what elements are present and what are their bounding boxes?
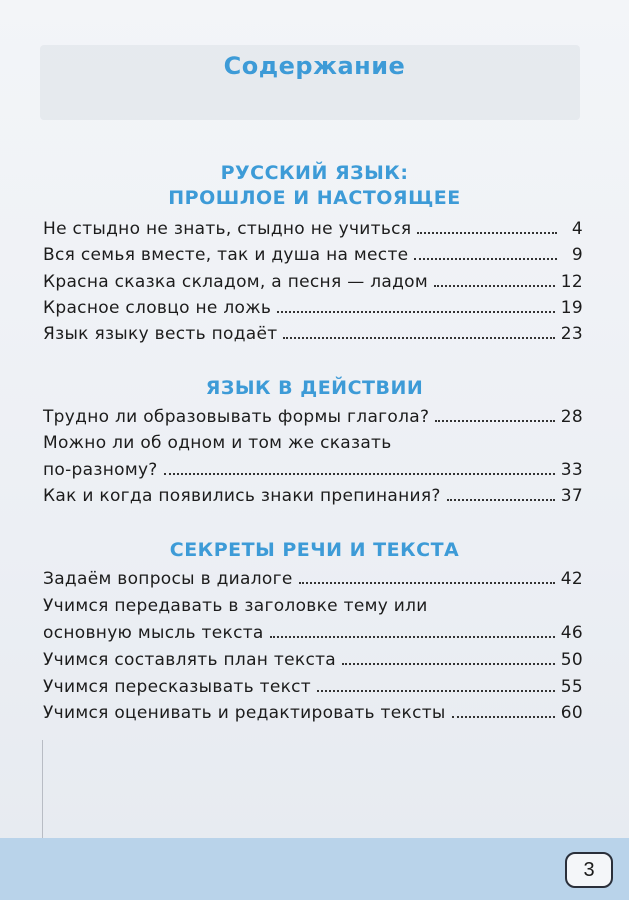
toc-entry-page: 37 xyxy=(560,486,583,506)
section-heading-2: ЯЗЫК В ДЕЙСТВИИ xyxy=(205,377,424,399)
toc-entry[interactable] xyxy=(43,406,583,427)
toc-entry[interactable] xyxy=(43,323,583,344)
toc-entry[interactable] xyxy=(43,297,583,318)
dot-leader xyxy=(417,218,557,234)
toc-entry-label-line-1[interactable]: Можно ли об одном и том же сказать xyxy=(43,433,392,453)
dot-leader xyxy=(434,271,555,287)
dot-leader xyxy=(317,676,555,692)
dot-leader xyxy=(342,649,555,665)
toc-entry-page: 55 xyxy=(560,677,583,697)
toc-entry-page: 46 xyxy=(560,623,583,643)
toc-entry-page: 12 xyxy=(560,272,583,292)
toc-entry-label: Учимся оценивать и редактировать тексты xyxy=(43,703,446,723)
dot-leader xyxy=(299,568,555,584)
toc-entry-label: Вся семья вместе, так и душа на месте xyxy=(43,245,409,265)
toc-entry-label: Красна сказка складом, а песня — ладом xyxy=(43,272,428,292)
toc-entry[interactable] xyxy=(43,622,583,643)
toc-entry-label-line-1[interactable]: Учимся передавать в заголовке тему или xyxy=(43,596,428,616)
toc-entry[interactable] xyxy=(43,702,583,723)
section-heading-1-line-1: РУССКИЙ ЯЗЫК: xyxy=(220,162,409,184)
dot-leader xyxy=(452,702,555,718)
toc-entry[interactable] xyxy=(43,244,583,265)
toc-entry-label: основную мысль текста xyxy=(43,623,264,643)
section-heading-3: СЕКРЕТЫ РЕЧИ И ТЕКСТА xyxy=(169,539,460,561)
toc-entry[interactable] xyxy=(43,649,583,670)
dot-leader xyxy=(270,622,555,638)
toc-entry-label: Как и когда появились знаки препинания? xyxy=(43,486,441,506)
toc-entry[interactable] xyxy=(43,568,583,589)
toc-entry[interactable] xyxy=(43,459,583,480)
section-heading-1-line-2: ПРОШЛОЕ И НАСТОЯЩЕЕ xyxy=(168,187,461,209)
toc-entry-label: Язык языку весть подаёт xyxy=(43,324,278,344)
dot-leader xyxy=(414,244,557,260)
toc-entry-label: Учимся пересказывать текст xyxy=(43,677,312,697)
toc-entry-page: 4 xyxy=(571,219,583,239)
page-number: 3 xyxy=(565,852,613,888)
toc-entry[interactable] xyxy=(43,676,583,697)
toc-entry-label: Трудно ли образовывать формы глагола? xyxy=(43,407,430,427)
toc-entry-page: 23 xyxy=(560,324,583,344)
toc-entry-page: 60 xyxy=(560,703,583,723)
toc-entry[interactable] xyxy=(43,218,583,239)
footer-band xyxy=(0,838,629,900)
dot-leader xyxy=(283,323,554,339)
toc-entry-page: 9 xyxy=(571,245,583,265)
toc-entry-page: 19 xyxy=(560,298,583,318)
toc-entry[interactable] xyxy=(43,485,583,506)
dot-leader xyxy=(447,485,555,501)
toc-entry-label: Задаём вопросы в диалоге xyxy=(43,569,293,589)
toc-entry-page: 42 xyxy=(560,569,583,589)
toc-entry-label: Красное словцо не ложь xyxy=(43,298,272,318)
dot-leader xyxy=(435,406,554,422)
toc-entry-page: 50 xyxy=(560,650,583,670)
dot-leader xyxy=(277,297,555,313)
toc-entry-page: 28 xyxy=(560,407,583,427)
page-title: Содержание xyxy=(223,52,406,80)
toc-entry-page: 33 xyxy=(560,460,583,480)
toc-entry-label: по-разному? xyxy=(43,460,158,480)
dot-leader xyxy=(164,459,555,475)
toc-entry-label: Учимся составлять план текста xyxy=(43,650,337,670)
toc-entry[interactable] xyxy=(43,271,583,292)
toc-entry-label: Не стыдно не знать, стыдно не учиться xyxy=(43,219,412,239)
